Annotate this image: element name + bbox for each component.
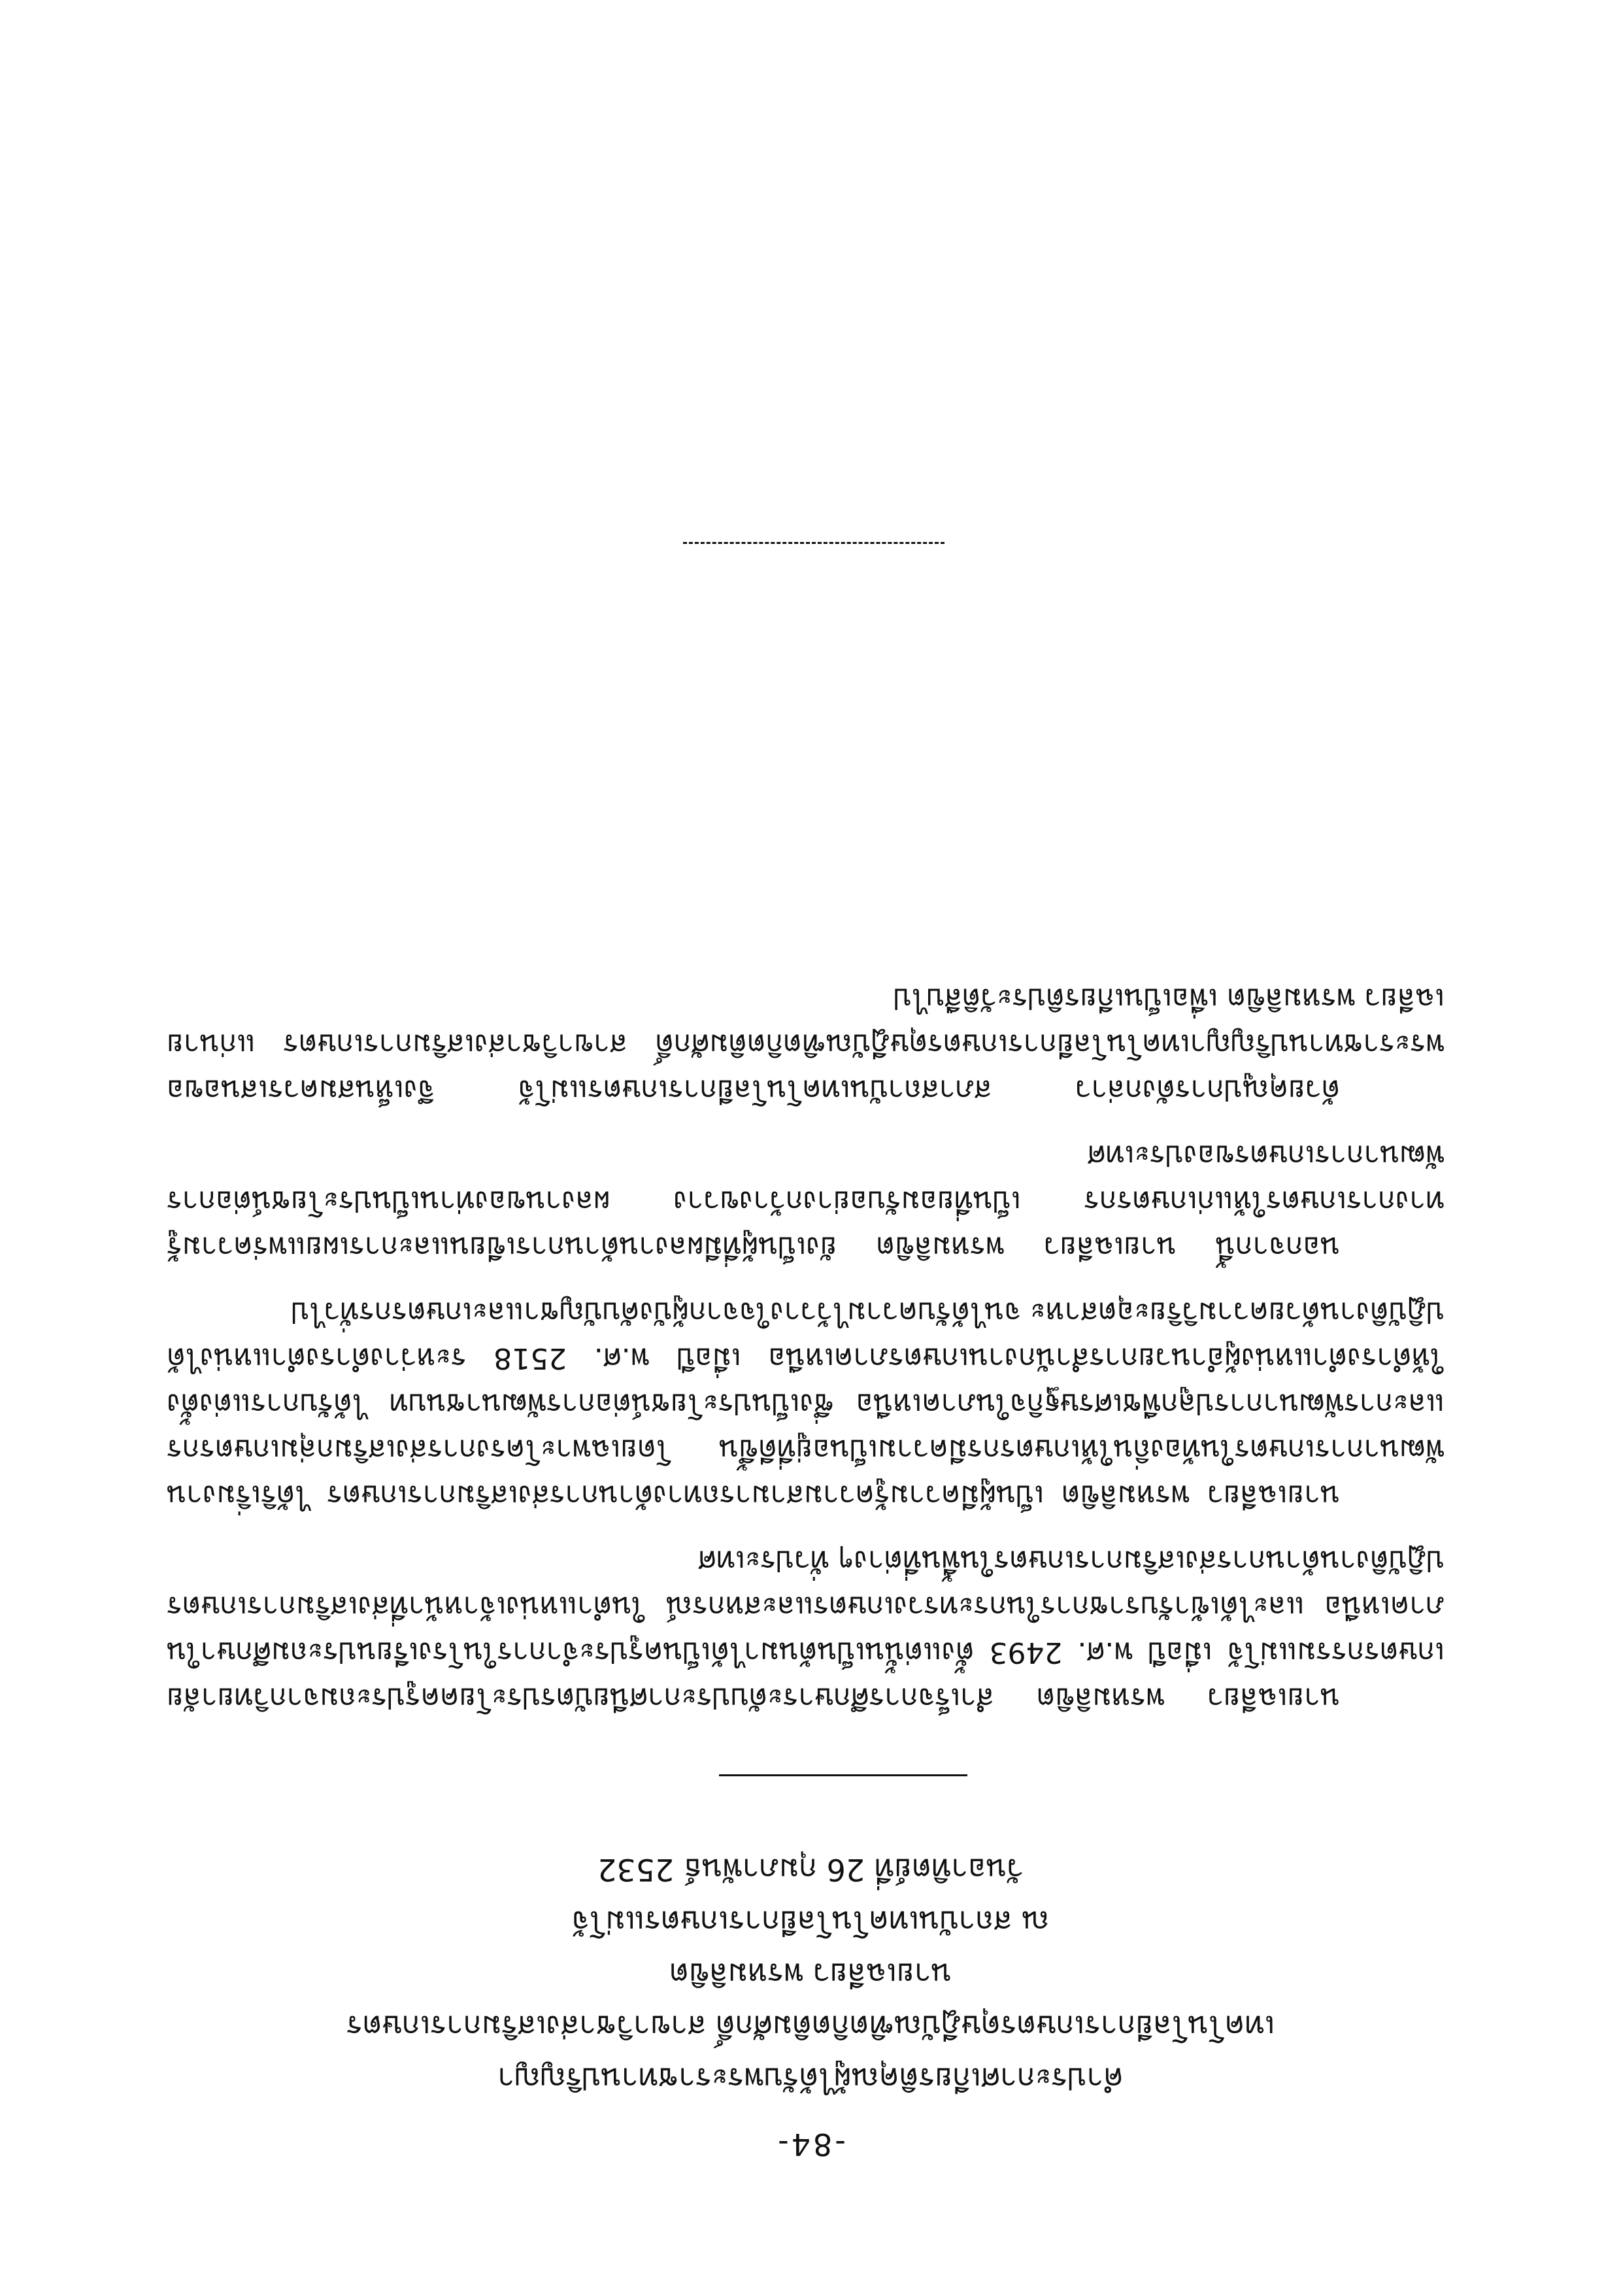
heading-line-2: เทคโนโลยีการเกษตรดุษฎีบัณฑิตกิตติมศักดิ์ สาขาวิชาส่งเสริมการเกษตร — [346, 2009, 1275, 2044]
page-number: -84- — [775, 2127, 846, 2162]
heading-line-1: คำประกาศเกียรติคุณผู้ได้รับพระราชทานปริญญา — [497, 2061, 1124, 2097]
paragraph-2: นายเฉลียว พรหมลิขิต เป็นผู้มีความรู้ความสามารถทางด้านการส่งเสริมการเกษตร ได้ริเริ่มงานพัฒนาการเกษตรในท้องถิ่นให้เกษตรกรมีความเป็นอยู่ที่ดีขึ้น โดยเฉพาะโครงการส่งเสริมกลุ่มเกษตรกร และการพัฒนาการปลูกพืชเศรษฐกิจในภาคเหนือ ซึ่งเป็นประโยชน์ต่อการพัฒนาชนบท ได้รับการแต่งตั้งให้ดำรงตำแหน่งผู้อำนวยการสำนักงานเกษตรภาคเหนือ เมื่อปี พ.ศ. 2518 ระหว่างดำรงตำแหน่งได้ปฏิบัติงานด้วยความวิริยะอุตสาหะ จนได้รับความไว้วางใจจากผู้บังคับบัญชาและเกษตรกรทั่วไป — [167, 1296, 1445, 1512]
honoree-name: นายเฉลียว พรหมลิขิต — [669, 1957, 952, 1992]
venue: ณ สถาบันเทคโนโลยีการเกษตรแม่โจ้ — [571, 1904, 1050, 1940]
citation-body — [167, 975, 1445, 1721]
ceremony-date: วันอาทิตย์ที่ 26 กุมภาพันธ์ 2532 — [597, 1852, 1024, 1887]
heading-divider — [719, 1774, 967, 1776]
paragraph-3: นอกจากนี้ นายเฉลียว พรหมลิขิต ยังเป็นผู้ที่มีผลงานด้านการเขียนและการเผยแพร่ความรู้ทางการเกษตรให้แก่เกษตรกร เป็นที่ยอมรับอย่างกว้างขวาง ผลงานของท่านเป็นประโยชน์ต่อการพัฒนาการเกษตรของประเทศ — [167, 1139, 1445, 1264]
paragraph-1: นายเฉลียว พรหมลิขิต สำเร็จการศึกษาระดับประกาศนียบัตรประโยคครูประถมจากวิทยาลัยเกษตรกรรมแม่โจ้ เมื่อปี พ.ศ. 2493 ตั้งแต่นั้นเป็นต้นมาได้เป็นครูประจำการในโรงเรียนประถมศึกษาในภาคเหนือ และได้เข้ารับราชการในกระทรวงเกษตรและสหกรณ์ ในตำแหน่งเจ้าหน้าที่ส่งเสริมการเกษตร ปฏิบัติงานด้านการส่งเสริมการเกษตรในพื้นที่ต่างๆ ทั่วประเทศ — [167, 1544, 1445, 1715]
closing-divider — [683, 542, 944, 544]
paragraph-4: ด้วยคุณูปการดังกล่าว สภาสถาบันเทคโนโลยีการเกษตรแม่โจ้ จึงเห็นสมควรเสนอขอพระราชทานปริญญาเทคโนโลยีการเกษตรดุษฎีบัณฑิตกิตติมศักดิ์ สาขาวิชาส่งเสริมการเกษตร แก่นายเฉลียว พรหมลิขิต เพื่อเป็นเกียรติประวัติสืบไป — [167, 982, 1445, 1107]
